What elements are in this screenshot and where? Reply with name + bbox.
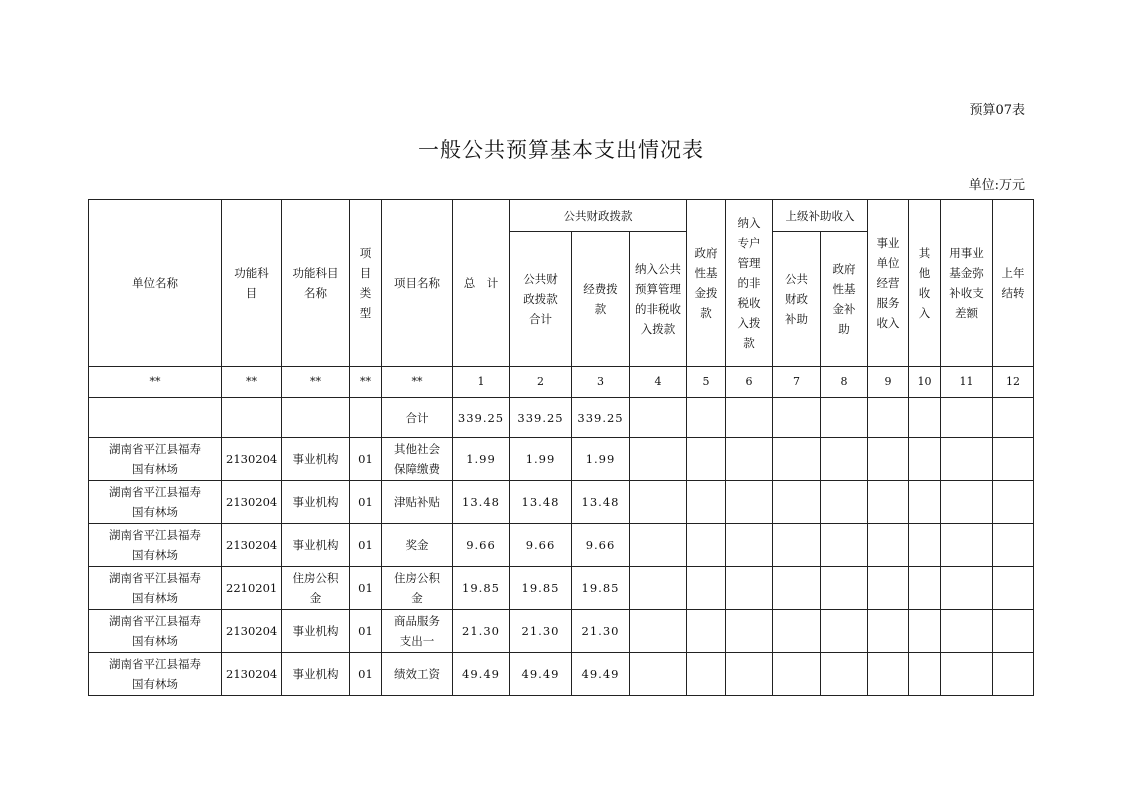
pf-subtotal-cell: 19.85	[510, 567, 572, 610]
page-title: 一般公共预算基本支出情况表	[418, 138, 704, 162]
func-code-cell: 2130204	[222, 524, 282, 567]
col-header-total: 总 计	[453, 200, 510, 367]
total-cell-empty	[222, 398, 282, 438]
pf-expense-cell: 9.66	[572, 524, 630, 567]
header-row-1	[89, 200, 1034, 232]
total-cell: 9.66	[453, 524, 510, 567]
col-header-unit-name: 单位名称	[89, 200, 222, 367]
unit-name-cell: 湖南省平江县福寿国有林场	[89, 610, 222, 653]
total-pf-subtotal: 339.25	[510, 398, 572, 438]
index-cell: **	[222, 367, 282, 398]
index-cell: 4	[630, 367, 687, 398]
item-type-cell: 01	[350, 438, 382, 481]
table-row	[89, 653, 1034, 696]
empty-cell	[773, 438, 821, 481]
index-cell: 8	[821, 367, 868, 398]
empty-cell	[909, 567, 941, 610]
pf-subtotal-cell: 21.30	[510, 610, 572, 653]
total-cell-empty	[909, 398, 941, 438]
unit-name-cell: 湖南省平江县福寿国有林场	[89, 653, 222, 696]
table-row	[89, 481, 1034, 524]
col-header-us-gov-fund: 政府性基金补助	[821, 232, 868, 367]
item-name-cell: 其他社会保障缴费	[382, 438, 453, 481]
empty-cell	[773, 567, 821, 610]
unit-name-cell: 湖南省平江县福寿国有林场	[89, 481, 222, 524]
func-name-cell: 事业机构	[282, 481, 350, 524]
col-header-item-type: 项目类型	[350, 200, 382, 367]
index-cell: **	[282, 367, 350, 398]
empty-cell	[773, 524, 821, 567]
index-cell: 9	[868, 367, 909, 398]
pf-expense-cell: 19.85	[572, 567, 630, 610]
empty-cell	[687, 567, 726, 610]
empty-cell	[726, 610, 773, 653]
total-cell-empty	[941, 398, 993, 438]
empty-cell	[726, 653, 773, 696]
item-type-cell: 01	[350, 481, 382, 524]
empty-cell	[821, 481, 868, 524]
index-cell: 2	[510, 367, 572, 398]
item-name-cell: 商品服务支出一	[382, 610, 453, 653]
empty-cell	[909, 524, 941, 567]
index-cell: **	[89, 367, 222, 398]
func-name-cell: 事业机构	[282, 610, 350, 653]
empty-cell	[630, 438, 687, 481]
col-header-fund-makeup: 用事业基金弥补收支差额	[941, 200, 993, 367]
table-row	[89, 438, 1034, 481]
empty-cell	[868, 653, 909, 696]
item-name-cell: 奖金	[382, 524, 453, 567]
unit-name-cell: 湖南省平江县福寿国有林场	[89, 524, 222, 567]
empty-cell	[909, 438, 941, 481]
empty-cell	[773, 481, 821, 524]
total-cell-empty	[89, 398, 222, 438]
index-cell: 7	[773, 367, 821, 398]
empty-cell	[821, 610, 868, 653]
empty-cell	[630, 481, 687, 524]
empty-cell	[941, 524, 993, 567]
col-header-gov-fund: 政府性基金拨款	[687, 200, 726, 367]
empty-cell	[630, 610, 687, 653]
total-cell-empty	[773, 398, 821, 438]
item-type-cell: 01	[350, 610, 382, 653]
total-cell: 1.99	[453, 438, 510, 481]
func-name-cell: 事业机构	[282, 438, 350, 481]
empty-cell	[909, 610, 941, 653]
pf-subtotal-cell: 1.99	[510, 438, 572, 481]
table-row	[89, 524, 1034, 567]
col-header-us-public: 公共财政补助	[773, 232, 821, 367]
empty-cell	[993, 438, 1034, 481]
item-name-cell: 住房公积金	[382, 567, 453, 610]
empty-cell	[941, 481, 993, 524]
total-cell-empty	[687, 398, 726, 438]
func-code-cell: 2130204	[222, 610, 282, 653]
empty-cell	[993, 610, 1034, 653]
empty-cell	[993, 653, 1034, 696]
empty-cell	[726, 481, 773, 524]
empty-cell	[726, 524, 773, 567]
pf-expense-cell: 21.30	[572, 610, 630, 653]
empty-cell	[687, 481, 726, 524]
total-cell-empty	[868, 398, 909, 438]
item-name-cell: 津贴补贴	[382, 481, 453, 524]
total-cell: 21.30	[453, 610, 510, 653]
total-cell-empty	[350, 398, 382, 438]
empty-cell	[630, 653, 687, 696]
empty-cell	[868, 438, 909, 481]
index-cell: 3	[572, 367, 630, 398]
unit-name-cell: 湖南省平江县福寿国有林场	[89, 567, 222, 610]
index-cell: 12	[993, 367, 1034, 398]
pf-subtotal-cell: 13.48	[510, 481, 572, 524]
total-cell-empty	[282, 398, 350, 438]
empty-cell	[821, 653, 868, 696]
index-cell: **	[382, 367, 453, 398]
total-pf-expense: 339.25	[572, 398, 630, 438]
total-amount: 339.25	[453, 398, 510, 438]
pf-expense-cell: 1.99	[572, 438, 630, 481]
index-cell: 11	[941, 367, 993, 398]
col-header-pf-subtotal: 公共财政拨款合计	[510, 232, 572, 367]
empty-cell	[687, 438, 726, 481]
col-header-carryover: 上年结转	[993, 200, 1034, 367]
empty-cell	[726, 438, 773, 481]
total-cell-empty	[726, 398, 773, 438]
pf-expense-cell: 49.49	[572, 653, 630, 696]
empty-cell	[821, 438, 868, 481]
empty-cell	[687, 653, 726, 696]
empty-cell	[909, 653, 941, 696]
empty-cell	[941, 567, 993, 610]
col-header-other-income: 其他收入	[909, 200, 941, 367]
col-header-upper-subsidy: 上级补助收入	[773, 200, 868, 232]
table-row	[89, 610, 1034, 653]
empty-cell	[773, 610, 821, 653]
func-name-cell: 事业机构	[282, 653, 350, 696]
func-code-cell: 2130204	[222, 438, 282, 481]
index-cell: 5	[687, 367, 726, 398]
form-number: 预算07表	[969, 103, 1025, 118]
table-row	[89, 567, 1034, 610]
empty-cell	[993, 524, 1034, 567]
empty-cell	[868, 481, 909, 524]
data-rows	[89, 438, 1034, 696]
col-header-pf-nontax: 纳入公共预算管理的非税收入拨款	[630, 232, 687, 367]
empty-cell	[687, 524, 726, 567]
empty-cell	[726, 567, 773, 610]
empty-cell	[821, 524, 868, 567]
item-type-cell: 01	[350, 524, 382, 567]
total-cell: 49.49	[453, 653, 510, 696]
budget-table	[88, 199, 1034, 696]
empty-cell	[687, 610, 726, 653]
index-cell: 6	[726, 367, 773, 398]
total-cell-empty	[630, 398, 687, 438]
empty-cell	[941, 610, 993, 653]
empty-cell	[868, 610, 909, 653]
item-type-cell: 01	[350, 567, 382, 610]
total-cell: 13.48	[453, 481, 510, 524]
total-cell: 19.85	[453, 567, 510, 610]
total-label: 合计	[382, 398, 453, 438]
empty-cell	[993, 567, 1034, 610]
pf-subtotal-cell: 49.49	[510, 653, 572, 696]
empty-cell	[773, 653, 821, 696]
empty-cell	[941, 653, 993, 696]
col-header-item-name: 项目名称	[382, 200, 453, 367]
total-cell-empty	[993, 398, 1034, 438]
index-cell: **	[350, 367, 382, 398]
func-code-cell: 2210201	[222, 567, 282, 610]
pf-expense-cell: 13.48	[572, 481, 630, 524]
func-name-cell: 住房公积金	[282, 567, 350, 610]
item-name-cell: 绩效工资	[382, 653, 453, 696]
item-type-cell: 01	[350, 653, 382, 696]
empty-cell	[821, 567, 868, 610]
empty-cell	[993, 481, 1034, 524]
total-row	[89, 398, 1034, 438]
index-cell: 10	[909, 367, 941, 398]
empty-cell	[868, 524, 909, 567]
unit-label: 单位:万元	[968, 178, 1025, 193]
func-code-cell: 2130204	[222, 481, 282, 524]
col-header-public-finance: 公共财政拨款	[510, 200, 687, 232]
empty-cell	[630, 567, 687, 610]
col-header-service-income: 事业单位经营服务收入	[868, 200, 909, 367]
empty-cell	[941, 438, 993, 481]
empty-cell	[868, 567, 909, 610]
col-header-special-nontax: 纳入专户管理的非税收入拨款	[726, 200, 773, 367]
pf-subtotal-cell: 9.66	[510, 524, 572, 567]
col-header-func-name: 功能科目名称	[282, 200, 350, 367]
col-header-pf-expense: 经费拨款	[572, 232, 630, 367]
col-header-func-code: 功能科目	[222, 200, 282, 367]
func-name-cell: 事业机构	[282, 524, 350, 567]
empty-cell	[909, 481, 941, 524]
func-code-cell: 2130204	[222, 653, 282, 696]
empty-cell	[630, 524, 687, 567]
index-cell: 1	[453, 367, 510, 398]
total-cell-empty	[821, 398, 868, 438]
index-row	[89, 367, 1034, 398]
unit-name-cell: 湖南省平江县福寿国有林场	[89, 438, 222, 481]
